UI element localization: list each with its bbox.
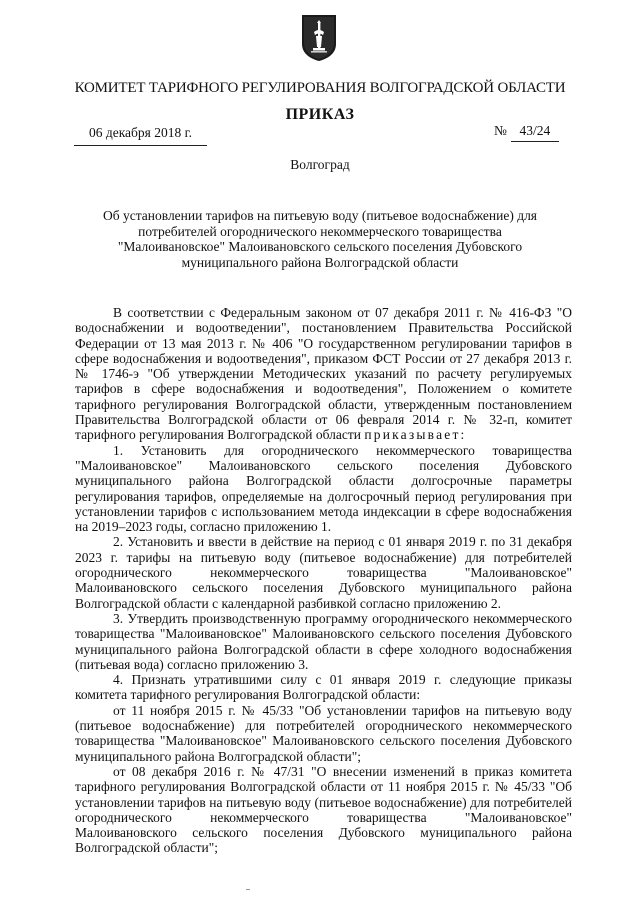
volgograd-coat-of-arms-icon	[301, 14, 337, 62]
document-type-title: ПРИКАЗ	[285, 106, 355, 123]
document-date: 06 декабря 2018 г.	[74, 125, 207, 146]
intro-paragraph	[75, 305, 572, 443]
item-3-paragraph: 3. Утвердить производственную программу огороднического некоммерческого товарищества "Малоивановское" Малоивановского сельского поселения Дубовского муниципального района Волгоградской области в сфере холодного водоснабжения (питьевая вода) согласно приложению 3.	[75, 610, 572, 672]
number-prefix: №	[494, 123, 507, 138]
document-subject: Об установлении тарифов на питьевую воду (питьевое водоснабжение) для потребителей огороднического некоммерческого товарищества "Малоивановское" Малоивановского сельского поселения Дубовского муниципального района Волгоградской области	[102, 208, 538, 270]
item-4b-paragraph: от 08 декабря 2016 г. № 47/31 "О внесении изменений в приказ комитета тарифного регулирования Волгоградской области от 11 ноября 2015 г. № 45/33 "Об установлении тарифов на питьевую воду (питьевое водоснабжение) для потребителей огороднического некоммерческого товарищества "Малоивановское" Малоивановского сельского поселения Дубовского муниципального района Волгоградской области";	[75, 763, 572, 856]
intro-text: В соответствии с Федеральным законом от 07 декабря 2011 г. № 416-ФЗ "О водоснабжении и водоотведении", постановлением Правительства Российской Федерации от 13 мая 2013 г. № 406 "О государственном регулировании тарифов в сфере водоснабжения и водоотведения", приказом ФСТ России от 27 декабря 2013 г. № 1746-э "Об утверждении Методических указаний по расчету регулируемых тарифов в сфере водоснабжения и водоотведения", Положением о комитете тарифного регулирования Волгоградской области, утвержденным постановлением Правительства Волгоградской области от 06 февраля 2014 г. № 32-п, комитет тарифного регулирования Волгоградской области	[75, 305, 572, 443]
item-1-paragraph: 1. Установить для огороднического некоммерческого товарищества "Малоивановское" Малоивановского сельского поселения Дубовского муниципального района Волгоградской области долгосрочные параметры регулирования тарифов, определяемые на долгосрочный период регулирования при установлении тарифов с использованием метода индексации в сфере водоснабжения на 2019–2023 годы, согласно приложению 1.	[75, 442, 572, 535]
orders-word: приказывает:	[364, 427, 467, 443]
item-2-paragraph: 2. Установить и ввести в действие на период с 01 января 2019 г. по 31 декабря 2023 г. тарифы на питьевую воду (питьевое водоснабжение) для потребителей огороднического некоммерческого товарищества "Малоивановское" Малоивановского сельского поселения Дубовского муниципального района Волгоградской области с календарной разбивкой согласно приложению 2.	[75, 534, 572, 611]
committee-name: КОМИТЕТ ТАРИФНОГО РЕГУЛИРОВАНИЯ ВОЛГОГРАДСКОЙ ОБЛАСТИ	[74, 80, 566, 96]
document-city: Волгоград	[290, 157, 350, 172]
item-4a-paragraph: от 11 ноября 2015 г. № 45/33 "Об установлении тарифов на питьевую воду (питьевое водоснабжение) для потребителей огороднического некоммерческого товарищества "Малоивановское" Малоивановского сельского поселения Дубовского муниципального района Волгоградской области";	[75, 702, 572, 764]
document-body	[75, 305, 572, 856]
number-value: 43/24	[511, 123, 559, 142]
document-number	[494, 123, 559, 142]
page-dot-mark	[246, 889, 250, 890]
item-4-paragraph: 4. Признать утратившими силу с 01 января 2019 г. следующие приказы комитета тарифного регулирования Волгоградской области:	[75, 672, 572, 703]
